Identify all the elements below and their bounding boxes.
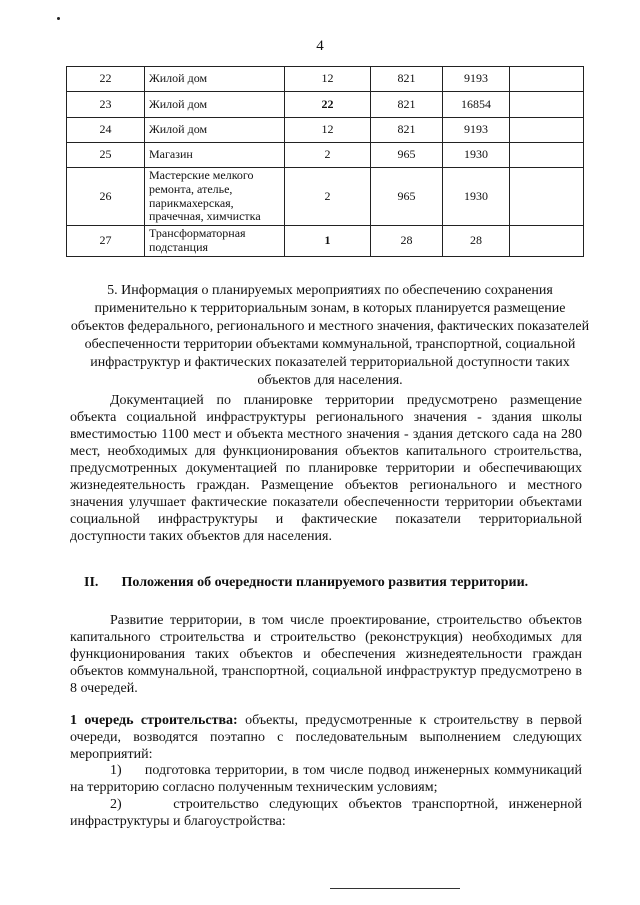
cell-empty [510,143,584,168]
section-2-heading [70,574,590,591]
cell-empty [510,168,584,226]
cell-qty: 2 [285,168,371,226]
cell-name: Жилой дом [145,118,285,143]
cell-num: 24 [67,118,145,143]
cell-num: 26 [67,168,145,226]
table-row [67,143,584,168]
table-row [67,92,584,118]
list-item-2: 2) строительство следующих объектов транспортной, инженерной инфраструктуры и благоустройства: [70,797,582,829]
cell-empty [510,92,584,118]
cell-value-b: 28 [443,226,510,257]
table-row [67,168,584,226]
cell-num: 23 [67,92,145,118]
cell-value-b: 1930 [443,143,510,168]
cell-name: Мастерские мелкого ремонта, ателье, парикмахерская, прачечная, химчистка [145,168,285,226]
cell-value-b: 9193 [443,118,510,143]
section-5-title: 5. Информация о планируемых мероприятиях по обеспечению сохранения применительно к территориальным зонам, в которых планируется размещение объектов федерального, регионального и местного значения, фактических показателей обеспеченности территории объектами коммунальной, транспортной, социальной инфраструктур и фактических показателей территориальной доступности таких объектов для населения. [70,283,590,388]
cell-value-a: 821 [371,118,443,143]
table-row [67,226,584,257]
cell-num: 27 [67,226,145,257]
bottom-rule [330,888,460,889]
list-item-1: 1) подготовка территории, в том числе подвод инженерных коммуникаций на территорию согласно полученным техническим условиям; [70,763,582,795]
cell-num: 25 [67,143,145,168]
cell-name: Трансформаторная подстанция [145,226,285,257]
cell-value-b: 16854 [443,92,510,118]
table-row [67,118,584,143]
cell-qty: 1 [285,226,371,257]
cell-value-a: 28 [371,226,443,257]
cell-qty: 22 [285,92,371,118]
cell-value-a: 821 [371,67,443,92]
cell-value-b: 1930 [443,168,510,226]
section-2-paragraph: Развитие территории, в том числе проектирование, строительство объектов капитального строительства и строительство (реконструкция) необходимых для функционирования таких объектов и обеспечения жизнедеятельности граждан объектов коммунальной, транспортной, социальной инфраструктур предусмотрено в 8 очередей. [70,613,582,696]
cell-value-a: 965 [371,143,443,168]
table-row [67,67,584,92]
cell-empty [510,226,584,257]
scan-speck [57,17,60,20]
cell-value-b: 9193 [443,67,510,92]
cell-empty [510,118,584,143]
cell-qty: 2 [285,143,371,168]
section-2-title: Положения об очередности планируемого развития территории. [121,575,529,590]
cell-value-a: 965 [371,168,443,226]
queue-1-text: объекты, предусмотренные к строительству в первой очереди, возводятся поэтапно с последовательным выполнением следующих мероприятий: [70,713,582,762]
queue-1-paragraph [70,712,582,763]
cell-qty: 12 [285,67,371,92]
page-number: 4 [316,38,324,54]
section-2-numeral: II. [84,575,99,590]
section-5-paragraph: Документацией по планировке территории предусмотрено размещение объекта социальной инфраструктуры регионального значения - здания школы вместимостью 1100 мест и объекта местного значения - здания детского сада на 280 мест, необходимых для функционирования объектов капитального строительства, предусмотренных документацией по планировке территории и обеспечивающих жизнедеятельность граждан. Размещение объектов регионального и местного значения улучшает фактические показатели обеспеченности территории объектами социальной инфраструктуры и фактические показатели территориальной доступности таких объектов для населения. [70,393,582,544]
objects-table [66,66,584,257]
cell-name: Жилой дом [145,67,285,92]
cell-qty: 12 [285,118,371,143]
cell-name: Жилой дом [145,92,285,118]
cell-name: Магазин [145,143,285,168]
cell-empty [510,67,584,92]
cell-value-a: 821 [371,92,443,118]
queue-1-label: 1 очередь строительства: [70,713,238,728]
cell-num: 22 [67,67,145,92]
